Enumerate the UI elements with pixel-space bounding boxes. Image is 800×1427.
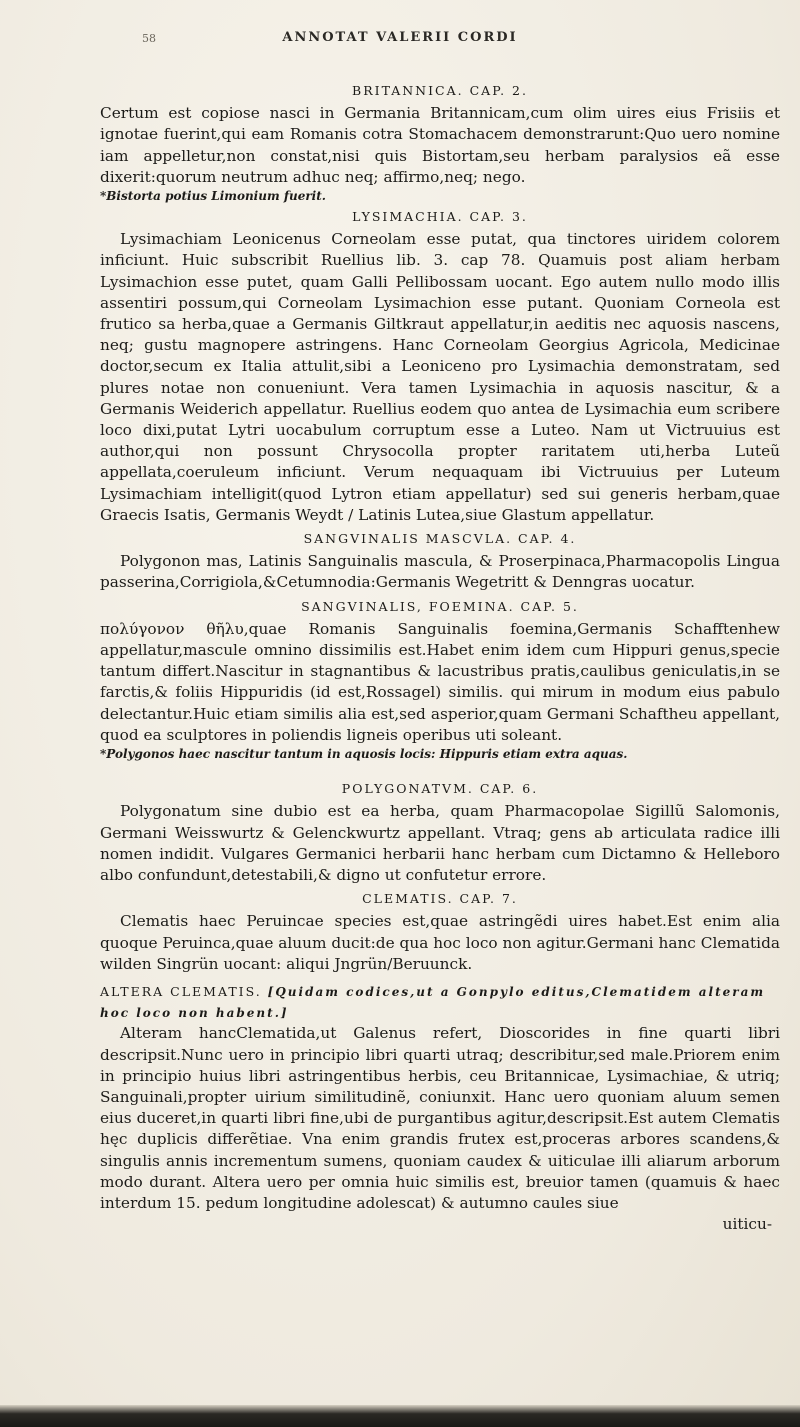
section-heading: POLYGONATVM. CAP. 6. — [341, 781, 539, 797]
paragraph: Clematis haec Peruincae species est,quae astringẽdi uires habet.Est enim alia quoque Peruinca,quae aluum ducit:de qua hoc loco non agitur.Germani hanc Clematida wilden Singrün uocant: aliqui Jngrün/Beruunck. — [100, 912, 780, 973]
section-heading: SANGVINALIS, FOEMINA. CAP. 5. — [301, 598, 579, 614]
margin-note: *Polygonos haec nascitur tantum in aquosis locis: Hippuris etiam extra aquas. — [100, 747, 628, 762]
running-head: ANNOTAT VALERII CORDI — [282, 30, 518, 45]
paragraph: Lysimachiam Leonicenus Corneolam esse putat, qua tinctores uiridem colorem inficiunt. Huic subscribit Ruellius lib. 3. cap 78. Quamuis post aliam herbam Lysimachion esse putet, quam Galli Pellibossam uocant. Ego autem nullo modo illis assentiri possum,qui Corneolam Lysimachion esse putant. Quoniam Corneola est frutico sa herba,quae a Germanis Giltkraut appellatur,in aeditis nec aquosis nascens, neq; gustu magnopere astringens. Hanc Corneolam Georgius Agricola, Medicinae doctor,secum ex Italia attulit,sibi a Leoniceno pro Lysimachia demonstratam, sed plures notae non conueniunt. Vera tamen Lysimachia in aquosis nascitur, & a Germanis Weiderich appellatur. Ruellius eodem quo antea de Lysimachia eum scribere loco dixi,putat Lytri uocabulum corruptum esse a Luteo. Nam ut Victruuius est author,qui non possunt Chrysocolla propter raritatem uti,herba Luteũ appellata,coeruleum inficiunt. Verum nequaquam ibi Victruuius per Luteum Lysimachiam intelligit(quod Lytron etiam appellatur) sed sui generis herbam,quae Graecis Isatis, Germanis Weydt / Latinis Lutea,siue Glastum appellatur. — [100, 230, 780, 524]
paragraph: Polygonon mas, Latinis Sanguinalis mascula, & Proserpinaca,Pharmacopolis Lingua passerina,Corrigiola,&Cetumnodia:Germanis Wegetritt & Denngras uocatur. — [100, 552, 780, 592]
paragraph: Polygonatum sine dubio est ea herba, quam Pharmacopolae Sigillũ Salomonis, Germani Weisswurtz & Gelenckwurtz appellant. Vtraq; gens ab articulata radice illi nomen indidit. Vulgares Germanici herbarii hanc herbam cum Dictamno & Helleboro albo confundunt,detestabili,& digno ut confutetur errore. — [100, 802, 780, 884]
body-text — [100, 78, 780, 1235]
page-edge — [0, 1405, 800, 1427]
section-heading: BRITANNICA. CAP. 2. — [352, 83, 528, 98]
catchword: uiticu- — [722, 1215, 772, 1234]
section-heading: LYSIMACHIA. CAP. 3. — [352, 209, 528, 225]
spacer — [100, 764, 780, 776]
section-heading-label: ALTERA CLEMATIS. — [100, 983, 262, 999]
section-heading: CLEMATIS. CAP. 7. — [362, 891, 518, 907]
section-heading — [100, 981, 780, 1023]
paragraph: Certum est copiose nasci in Germania Britannicam,cum olim uires eius Frisiis et ignotae fuerint,qui eam Romanis cotra Stomachacem demonstrarunt:Quo uero nomine iam appelletur,non constat,nisi quis Bistortam,seu herbam paralysios eã esse dixerit:quorum neutrum adhuc neq; affirmo,neq; nego. — [100, 104, 780, 186]
paragraph: πολύγονον θῆλυ,quae Romanis Sanguinalis foemina,Germanis Schafftenhew appellatur,mascule omnino dissimilis est.Habet enim idem cum Hippuri genus,specie tantum differt.Nascitur in stagnantibus & lacustribus pratis,caulibus geniculatis,in se farctis,& foliis Hippuridis (id est,Rossagel) similis. qui mirum in modum eius pabulo delectantur.Huic etiam similis alia est,sed asperior,quam Germani Schaftheu appellant, quod ea sculptores in poliendis ligneis operibus uti soleant. — [100, 619, 780, 744]
heading-note: [Quidam codices,ut a Gonpylo editus,Clematidem alteram hoc loco non habent.] — [100, 984, 766, 1021]
section-heading: SANGVINALIS MASCVLA. CAP. 4. — [303, 531, 577, 547]
margin-note: *Bistorta potius Limonium fuerit. — [100, 189, 326, 204]
paragraph: Alteram hancClematida,ut Galenus refert, Dioscorides in fine quarti libri descripsit.Nunc uero in principio libri quarti utraq; describitur,sed male.Priorem enim in principio huius libri astringentibus herbis, ceu Britannicae, Lysimachiae, & utriq; Sanguinali,propter uirium similitudinẽ, coniunxit. Hanc uero quoniam aluum semen eius duceret,in quarti libri fine,ubi de purgantibus agitur,descripsit.Est autem Clematis hęc duplicis differẽtiae. Vna enim grandis frutex est,proceras arbores scandens,& singulis annis incrementum sumens, quoniam caudex & uiticulae illi aliarum arborum modo durant. Altera uero per omnia huic similis est, breuior tamen (quamuis & haec interdum 15. pedum longitudine adolescat) & autumno caules siue — [100, 1024, 780, 1212]
page-number: 58 — [142, 32, 156, 45]
